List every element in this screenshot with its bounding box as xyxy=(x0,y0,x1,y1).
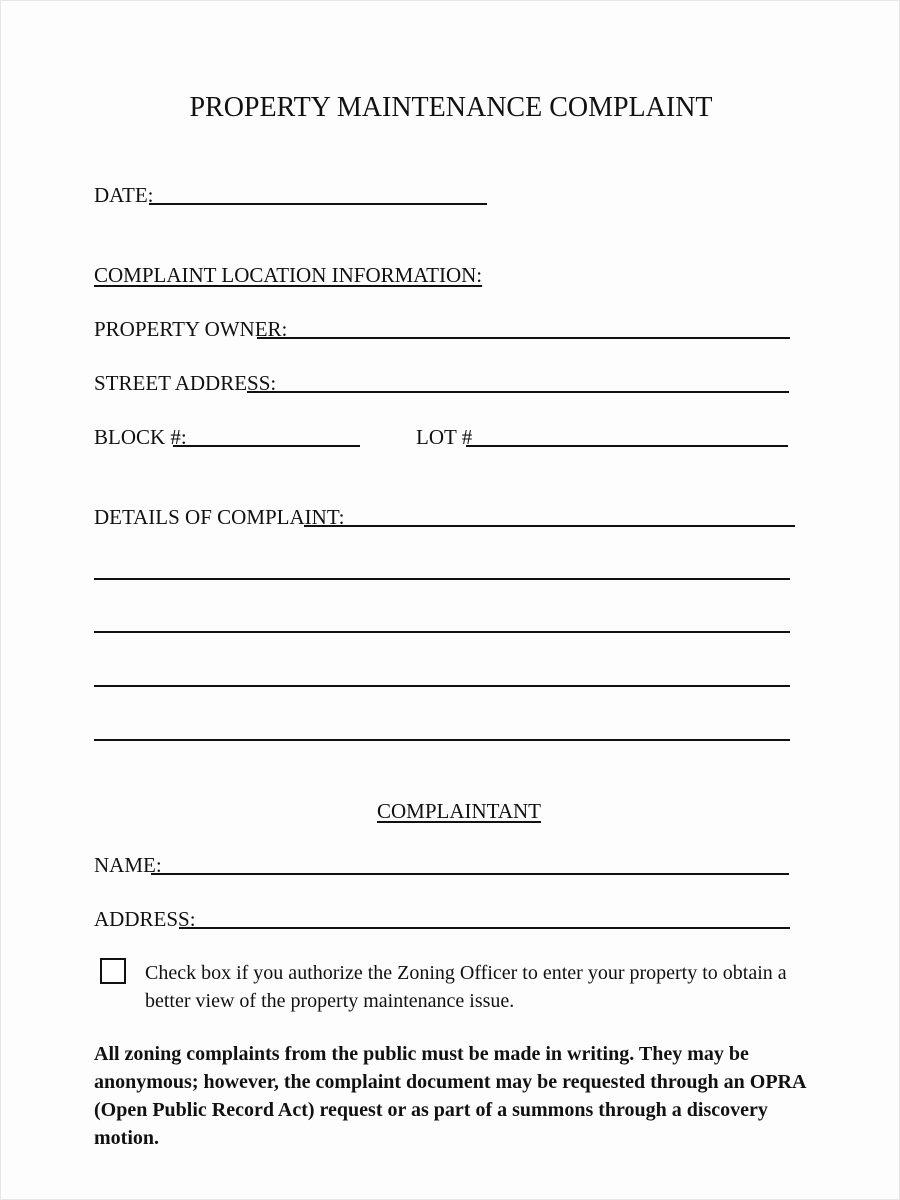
property-owner-label: PROPERTY OWNER: xyxy=(94,317,288,341)
details-field-line[interactable] xyxy=(94,685,790,687)
location-section-heading: COMPLAINT LOCATION INFORMATION: xyxy=(94,263,483,287)
lot-field[interactable] xyxy=(466,445,788,447)
details-field-line[interactable] xyxy=(304,525,795,527)
address-field[interactable] xyxy=(179,927,790,929)
block-field[interactable] xyxy=(173,445,360,447)
details-field-line[interactable] xyxy=(94,578,790,580)
authorization-checkbox[interactable] xyxy=(100,958,126,984)
authorization-text: Check box if you authorize the Zoning Officer to enter your property to obtain a better view of the property maintenance issue. xyxy=(145,962,787,1012)
name-field[interactable] xyxy=(151,873,789,875)
details-label: DETAILS OF COMPLAINT: xyxy=(94,505,345,529)
name-label: NAME: xyxy=(94,853,162,877)
lot-label: LOT # xyxy=(416,425,473,449)
form-title: PROPERTY MAINTENANCE COMPLAINT xyxy=(189,92,713,123)
street-address-label: STREET ADDRESS: xyxy=(94,371,277,395)
details-field-line[interactable] xyxy=(94,739,790,741)
address-label: ADDRESS: xyxy=(94,907,196,931)
date-field[interactable] xyxy=(149,203,487,205)
date-label: DATE: xyxy=(94,183,154,207)
street-address-field[interactable] xyxy=(247,391,789,393)
details-field-line[interactable] xyxy=(94,631,790,633)
complainant-section-heading: COMPLAINTANT xyxy=(377,799,541,823)
written-complaint-notice: All zoning complaints from the public must be made in writing. They may be anonymous; however, the complaint document may be requested through an OPRA (Open Public Record Act) request or as part of a summons through a discovery motion. xyxy=(94,1043,806,1149)
block-label: BLOCK #: xyxy=(94,425,187,449)
property-owner-field[interactable] xyxy=(257,337,790,339)
